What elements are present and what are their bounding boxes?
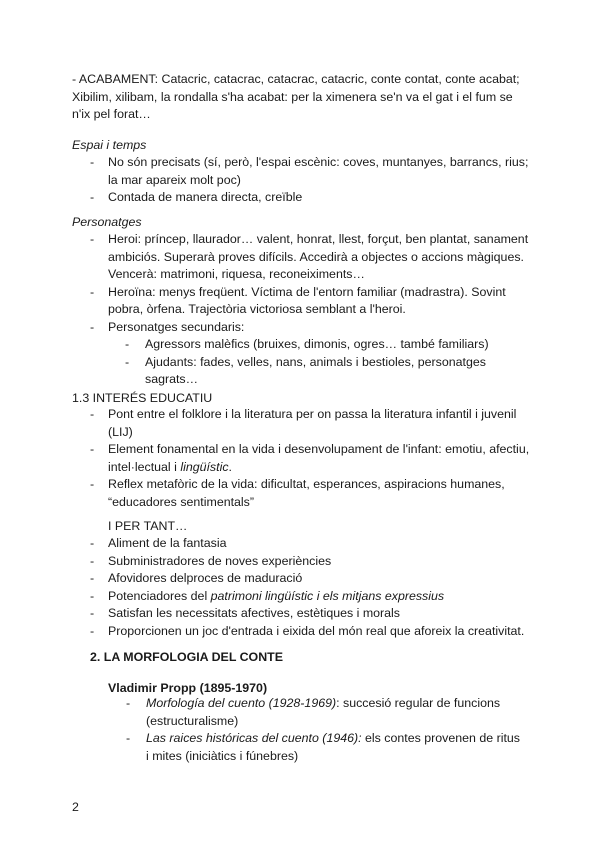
list-item: - Subministradores de noves experiències — [90, 553, 540, 571]
text-run: els contes provenen de ritus i mites (iniciàtics i fúnebres) — [146, 731, 520, 763]
personatges-list — [90, 231, 540, 389]
morfologia-heading: 2. LA MORFOLOGIA DEL CONTE — [90, 650, 283, 664]
interes-list — [90, 406, 540, 511]
list-item-label: Personatges secundaris: — [108, 319, 245, 334]
text-run-italic: patrimoni lingüístic i els mitjans expressius — [210, 588, 445, 603]
list-item: - Heroïna: menys freqüent. Víctima de l'entorn familiar (madrastra). Sovint pobra, òrfena. Trajectòria victoriosa semblant a l'heroi. — [90, 284, 540, 319]
pertant-list — [90, 535, 540, 640]
propp-heading: Vladimir Propp (1895-1970) — [108, 681, 268, 695]
text-run: Element fonamental en la vida i desenvolupament de l'infant: emotiu, afectiu, intel·lectual i — [108, 442, 530, 474]
text-run-italic: Morfología del cuento (1928-1969) — [146, 696, 337, 710]
personatges-heading: Personatges — [72, 215, 142, 229]
list-item: - No són precisats (sí, però, l'espai escènic: coves, muntanyes, barrancs, rius; la mar apareix molt poc) — [90, 154, 540, 189]
list-item: - Pont entre el folklore i la literatura per on passa la literatura infantil i juvenil (LIJ) — [90, 406, 540, 441]
list-item — [90, 319, 540, 389]
secondary-characters-list — [125, 336, 495, 389]
list-item — [126, 695, 526, 730]
page-number: 2 — [72, 800, 79, 814]
text-run-italic: lingüístic — [180, 459, 229, 474]
list-item: - Heroi: príncep, llaurador… valent, honrat, llest, forçut, ben plantat, sanament ambiciós. Superarà proves difícils. Accedirà a objectes o accions màgiques. Vencerà: matrimoni, riquesa, reconeiximents… — [90, 231, 540, 284]
list-item: - Afovidores delproces de maduració — [90, 570, 540, 588]
list-item: - Agressors malèfics (bruixes, dimonis, ogres… també familiars) — [125, 336, 495, 354]
interes-heading: 1.3 INTERÉS EDUCATIU — [72, 391, 213, 405]
propp-works-list — [126, 695, 526, 765]
list-item — [126, 730, 526, 765]
list-item: - Ajudants: fades, velles, nans, animals i bestioles, personatges sagrats… — [125, 354, 495, 389]
list-item: - Satisfan les necessitats afectives, estètiques i morals — [90, 605, 540, 623]
text-run-italic: Las raices históricas del cuento (1946): — [146, 731, 362, 745]
text-run: Potenciadores del — [108, 588, 211, 603]
list-item — [90, 588, 540, 606]
list-item — [90, 441, 540, 476]
acabament-paragraph: - ACABAMENT: Catacric, catacrac, catacrac, catacric, conte contat, conte acabat; Xibilim, xilibam, la rondalla s'ha acabat: per la ximenera se'n va el gat i el fum se n'ix pel forat… — [72, 72, 520, 121]
list-item: - Aliment de la fantasia — [90, 535, 540, 553]
list-item: - Reflex metafòric de la vida: dificultat, esperances, aspiracions humanes, “educadores sentimentals” — [90, 476, 540, 511]
espai-list — [90, 154, 540, 207]
text-run: : succesió regular de funcions (estructuralisme) — [146, 696, 501, 728]
text-run: . — [228, 459, 232, 474]
list-item: - Contada de manera directa, creïble — [90, 189, 540, 207]
espai-heading: Espai i temps — [72, 138, 147, 152]
pertant-heading: I PER TANT… — [108, 519, 188, 533]
list-item: - Proporcionen un joc d'entrada i eixida del món real que aforeix la creativitat. — [90, 623, 540, 641]
